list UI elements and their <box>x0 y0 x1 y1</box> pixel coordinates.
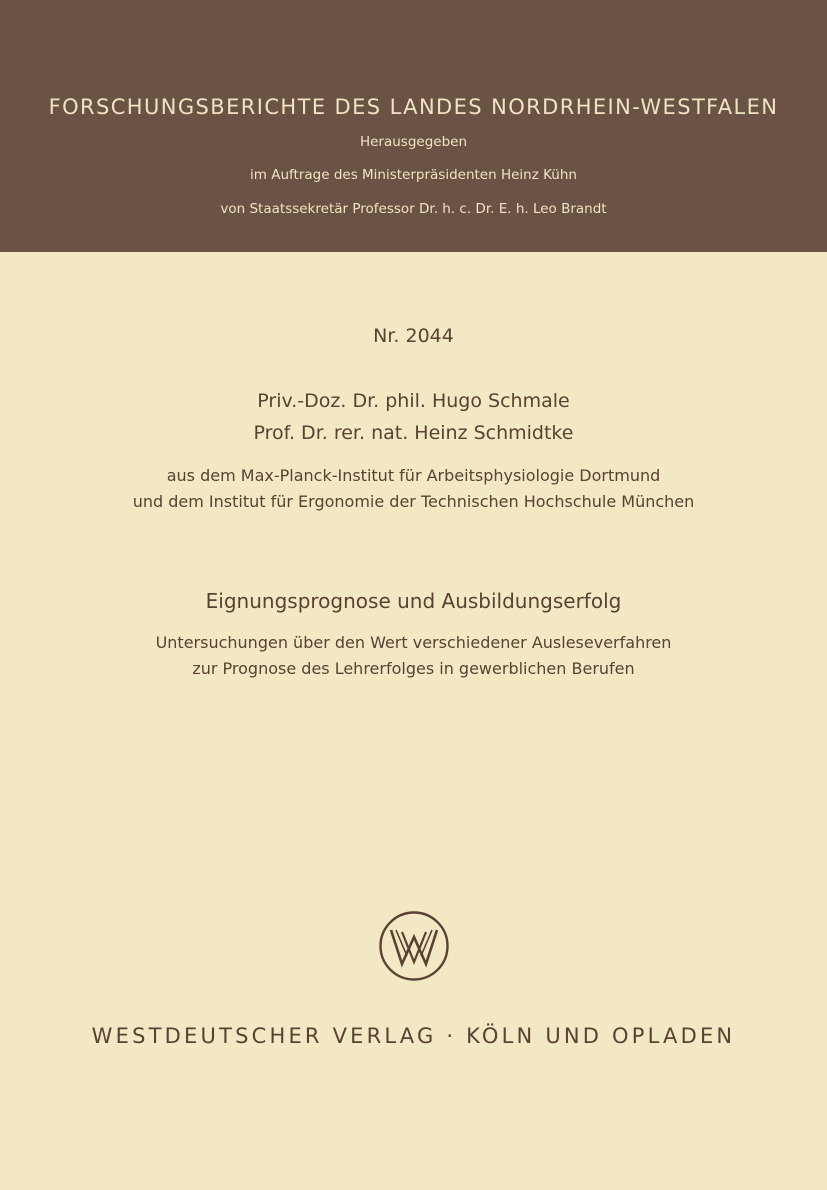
subtitle-line-1: Untersuchungen über den Wert verschiedener Ausleseverfahren <box>155 633 672 652</box>
report-title: Eignungsprognose und Ausbildungserfolg <box>205 589 622 613</box>
subtitle-line-2: zur Prognose des Lehrerfolges in gewerblichen Berufen <box>192 659 635 678</box>
editor-line-1: Herausgegeben <box>359 134 468 150</box>
author-1: Priv.-Doz. Dr. phil. Hugo Schmale <box>257 390 570 412</box>
institution-line-2: und dem Institut für Ergonomie der Technischen Hochschule München <box>132 492 695 511</box>
publisher-wv-logo-icon <box>378 910 450 982</box>
author-2: Prof. Dr. rer. nat. Heinz Schmidtke <box>253 422 574 444</box>
editor-line-3: von Staatssekretär Professor Dr. h. c. Dr. E. h. Leo Brandt <box>220 201 607 217</box>
series-header-band <box>0 0 827 252</box>
editor-line-2: im Auftrage des Ministerpräsidenten Heinz Kühn <box>250 167 577 183</box>
publisher-name: WESTDEUTSCHER VERLAG · KÖLN UND OPLADEN <box>91 1024 736 1048</box>
series-title: FORSCHUNGSBERICHTE DES LANDES NORDRHEIN-WESTFALEN <box>48 95 779 119</box>
institution-line-1: aus dem Max-Planck-Institut für Arbeitsphysiologie Dortmund <box>166 466 661 485</box>
report-number: Nr. 2044 <box>373 325 454 347</box>
